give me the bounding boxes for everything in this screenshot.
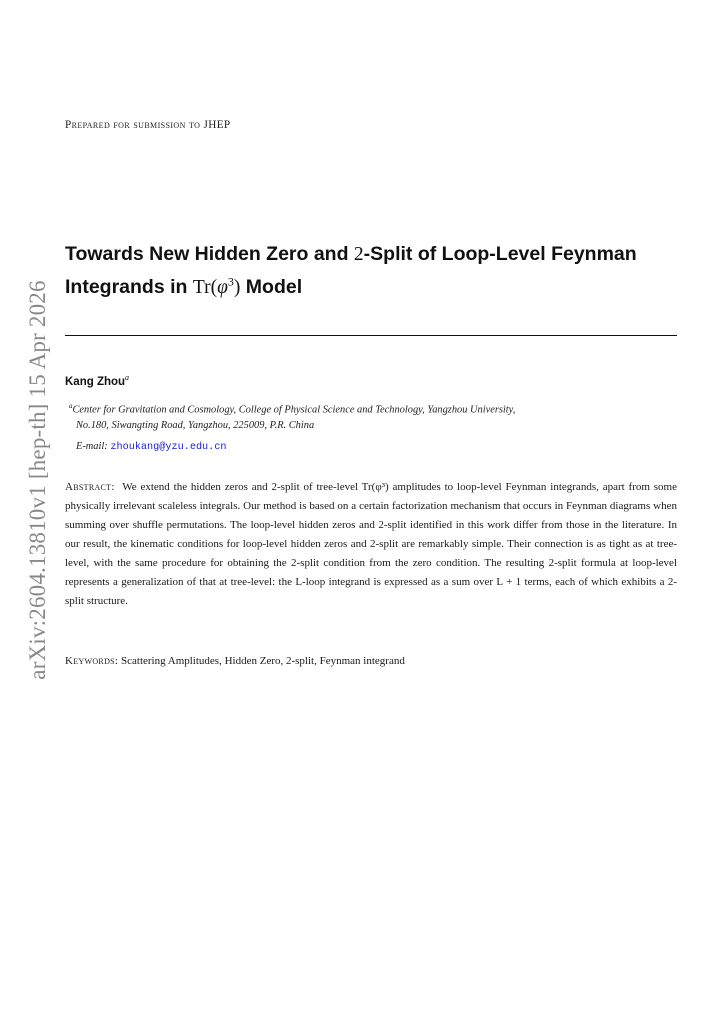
title-math-exp: 3 [227,274,234,289]
title-part1: Towards New Hidden Zero and [65,243,354,265]
abstract-text: We extend the hidden zeros and 2-split of tree-level Tr(φ³) amplitudes to loop-level Feynman integrands, apart from some physically irrelevant scaleless integrals. Our method is based on a certain factorization mechanism that occurs in Feynman diagrams when summing over shuffle permutations. The loop-level hidden zeros and 2-split identified in this work differ from those in the literature. In our result, the kinematic conditions for loop-level hidden zeros and 2-split are remarkably simple. Their connection is as tight as at tree-level, with the same procedure for obtaining the 2-split condition from the zero condition. The resulting 2-split formula at loop-level represents a generalization of that at tree-level: the L-loop integrand is expressed as a sum over L + 1 terms, each of which exhibits a 2-split structure. [65,481,677,607]
keywords-label: Keywords: [65,655,119,667]
abstract [65,478,677,611]
author-affil-mark: a [125,373,130,382]
title-math [192,274,241,298]
affil-line1: Center for Gravitation and Cosmology, College of Physical Science and Technology, Yangzhou University, [72,404,516,416]
title-rule [65,335,677,336]
keywords-text: Scattering Amplitudes, Hidden Zero, 2-split, Feynman integrand [121,655,405,667]
affil-line2: No.180, Siwangting Road, Yangzhou, 225009, P.R. China [76,420,315,432]
title-part3: Integrands in [65,276,193,298]
title-math-tr: Tr( [192,277,218,298]
author [65,373,129,388]
title-part2: -Split of Loop-Level Feynman [363,243,637,265]
author-name: Kang Zhou [65,375,126,388]
title-number: 2 [353,244,364,265]
email-label: E-mail: [76,441,108,452]
affiliation [69,398,669,434]
prepared-for-submission: Prepared for submission to JHEP [65,119,231,131]
email [76,441,227,453]
title-part4: Model [240,276,303,298]
arxiv-stamp: arXiv:2604.13810v1 [hep-th] 15 Apr 2026 [25,280,50,680]
affil-mark: a [69,402,73,410]
email-link[interactable]: zhoukang@yzu.edu.cn [110,442,227,453]
keywords [65,655,677,667]
paper-title [65,238,677,304]
title-math-close: ) [233,277,241,298]
title-math-phi: φ [217,277,228,298]
abstract-label: Abstract: [65,481,115,493]
